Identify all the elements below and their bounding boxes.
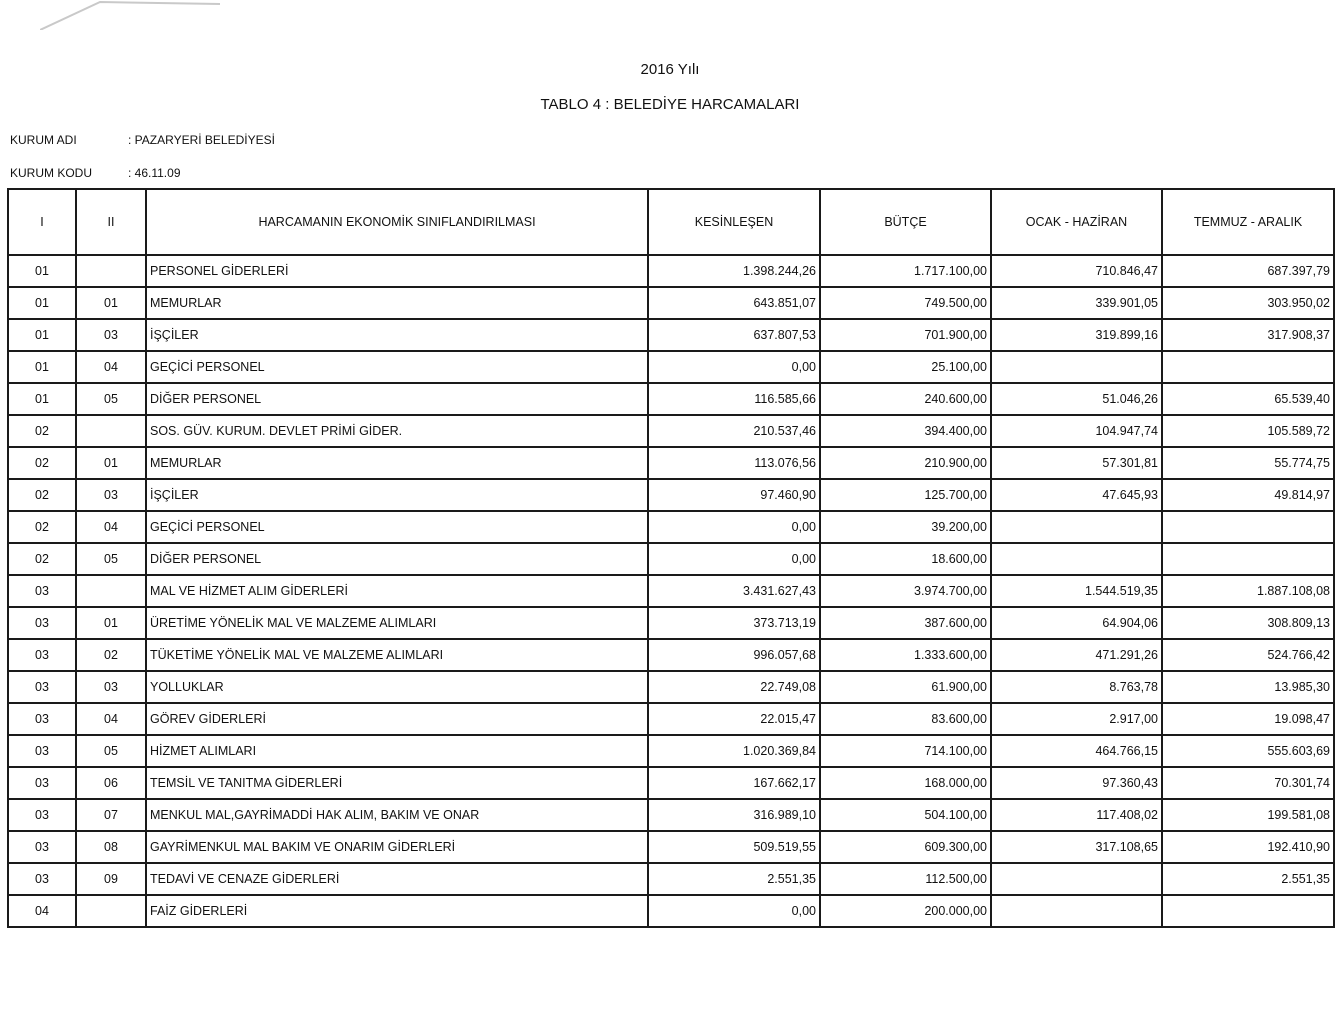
code-i-cell: 01 <box>8 351 76 383</box>
jan-jun-cell: 117.408,02 <box>991 799 1162 831</box>
jan-jun-cell: 319.899,16 <box>991 319 1162 351</box>
jul-dec-cell: 317.908,37 <box>1162 319 1334 351</box>
code-ii-cell: 01 <box>76 287 146 319</box>
jan-jun-cell <box>991 863 1162 895</box>
code-i-cell: 03 <box>8 831 76 863</box>
finalized-cell: 22.015,47 <box>648 703 820 735</box>
table-row <box>8 895 1334 927</box>
jul-dec-cell: 192.410,90 <box>1162 831 1334 863</box>
table-row <box>8 511 1334 543</box>
finalized-cell: 637.807,53 <box>648 319 820 351</box>
finalized-cell: 0,00 <box>648 351 820 383</box>
report-year: 2016 Yılı <box>640 61 700 78</box>
table-row <box>8 383 1334 415</box>
table-row <box>8 415 1334 447</box>
finalized-cell: 643.851,07 <box>648 287 820 319</box>
code-ii-cell <box>76 255 146 287</box>
budget-cell: 112.500,00 <box>820 863 991 895</box>
classification-cell: YOLLUKLAR <box>146 671 648 703</box>
institution-name-label: KURUM ADI <box>10 133 77 147</box>
code-i-cell: 02 <box>8 543 76 575</box>
code-i-cell: 04 <box>8 895 76 927</box>
code-i-cell: 03 <box>8 671 76 703</box>
code-ii-cell <box>76 415 146 447</box>
table-row <box>8 479 1334 511</box>
col-header-jul-dec: TEMMUZ - ARALIK <box>1162 189 1334 255</box>
code-i-cell: 03 <box>8 799 76 831</box>
expenditure-table <box>7 188 1335 928</box>
classification-cell: İŞÇİLER <box>146 319 648 351</box>
classification-cell: MEMURLAR <box>146 287 648 319</box>
table-row <box>8 575 1334 607</box>
code-i-cell: 03 <box>8 639 76 671</box>
classification-cell: GEÇİCİ PERSONEL <box>146 351 648 383</box>
code-i-cell: 03 <box>8 735 76 767</box>
jul-dec-cell: 2.551,35 <box>1162 863 1334 895</box>
col-header-i: I <box>8 189 76 255</box>
finalized-cell: 0,00 <box>648 543 820 575</box>
col-header-budget: BÜTÇE <box>820 189 991 255</box>
institution-name-value: : PAZARYERİ BELEDİYESİ <box>128 133 275 147</box>
finalized-cell: 0,00 <box>648 895 820 927</box>
table-header <box>8 189 1334 255</box>
jan-jun-cell: 64.904,06 <box>991 607 1162 639</box>
budget-cell: 394.400,00 <box>820 415 991 447</box>
table-row <box>8 607 1334 639</box>
jan-jun-cell: 471.291,26 <box>991 639 1162 671</box>
jul-dec-cell: 65.539,40 <box>1162 383 1334 415</box>
code-i-cell: 02 <box>8 447 76 479</box>
jan-jun-cell <box>991 543 1162 575</box>
budget-cell: 1.717.100,00 <box>820 255 991 287</box>
finalized-cell: 97.460,90 <box>648 479 820 511</box>
classification-cell: MENKUL MAL,GAYRİMADDİ HAK ALIM, BAKIM VE ONAR <box>146 799 648 831</box>
table-title: TABLO 4 : BELEDİYE HARCAMALARI <box>540 96 800 113</box>
jul-dec-cell: 199.581,08 <box>1162 799 1334 831</box>
classification-cell: TÜKETİME YÖNELİK MAL VE MALZEME ALIMLARI <box>146 639 648 671</box>
finalized-cell: 116.585,66 <box>648 383 820 415</box>
code-ii-cell: 01 <box>76 607 146 639</box>
col-header-jan-jun: OCAK - HAZİRAN <box>991 189 1162 255</box>
jan-jun-cell: 710.846,47 <box>991 255 1162 287</box>
classification-cell: MEMURLAR <box>146 447 648 479</box>
finalized-cell: 0,00 <box>648 511 820 543</box>
jul-dec-cell <box>1162 351 1334 383</box>
classification-cell: GEÇİCİ PERSONEL <box>146 511 648 543</box>
col-header-classification: HARCAMANIN EKONOMİK SINIFLANDIRILMASI <box>146 189 648 255</box>
jul-dec-cell <box>1162 895 1334 927</box>
budget-cell: 1.333.600,00 <box>820 639 991 671</box>
classification-cell: DİĞER PERSONEL <box>146 543 648 575</box>
classification-cell: ÜRETİME YÖNELİK MAL VE MALZEME ALIMLARI <box>146 607 648 639</box>
table-row <box>8 863 1334 895</box>
jul-dec-cell: 308.809,13 <box>1162 607 1334 639</box>
budget-cell: 25.100,00 <box>820 351 991 383</box>
jan-jun-cell <box>991 351 1162 383</box>
code-ii-cell: 04 <box>76 351 146 383</box>
code-i-cell: 03 <box>8 703 76 735</box>
budget-cell: 210.900,00 <box>820 447 991 479</box>
budget-cell: 714.100,00 <box>820 735 991 767</box>
code-ii-cell: 05 <box>76 543 146 575</box>
code-ii-cell <box>76 895 146 927</box>
finalized-cell: 167.662,17 <box>648 767 820 799</box>
jan-jun-cell: 104.947,74 <box>991 415 1162 447</box>
table-row <box>8 639 1334 671</box>
jul-dec-cell: 13.985,30 <box>1162 671 1334 703</box>
code-i-cell: 01 <box>8 287 76 319</box>
code-ii-cell: 03 <box>76 671 146 703</box>
institution-code-value: : 46.11.09 <box>128 166 181 180</box>
classification-cell: TEMSİL VE TANITMA GİDERLERİ <box>146 767 648 799</box>
budget-cell: 125.700,00 <box>820 479 991 511</box>
jul-dec-cell <box>1162 511 1334 543</box>
finalized-cell: 316.989,10 <box>648 799 820 831</box>
jan-jun-cell: 8.763,78 <box>991 671 1162 703</box>
jan-jun-cell: 339.901,05 <box>991 287 1162 319</box>
classification-cell: DİĞER PERSONEL <box>146 383 648 415</box>
jul-dec-cell: 55.774,75 <box>1162 447 1334 479</box>
jan-jun-cell: 2.917,00 <box>991 703 1162 735</box>
table-row <box>8 255 1334 287</box>
table-body <box>8 255 1334 927</box>
col-header-ii: II <box>76 189 146 255</box>
finalized-cell: 3.431.627,43 <box>648 575 820 607</box>
code-i-cell: 01 <box>8 319 76 351</box>
table-row <box>8 447 1334 479</box>
budget-cell: 61.900,00 <box>820 671 991 703</box>
jan-jun-cell: 1.544.519,35 <box>991 575 1162 607</box>
institution-code-row <box>10 166 181 180</box>
classification-cell: HİZMET ALIMLARI <box>146 735 648 767</box>
budget-cell: 200.000,00 <box>820 895 991 927</box>
budget-cell: 18.600,00 <box>820 543 991 575</box>
table-row <box>8 543 1334 575</box>
finalized-cell: 210.537,46 <box>648 415 820 447</box>
jul-dec-cell: 524.766,42 <box>1162 639 1334 671</box>
jan-jun-cell: 57.301,81 <box>991 447 1162 479</box>
finalized-cell: 996.057,68 <box>648 639 820 671</box>
code-ii-cell: 04 <box>76 511 146 543</box>
code-ii-cell: 09 <box>76 863 146 895</box>
classification-cell: GAYRİMENKUL MAL BAKIM VE ONARIM GİDERLERİ <box>146 831 648 863</box>
jul-dec-cell: 105.589,72 <box>1162 415 1334 447</box>
budget-cell: 609.300,00 <box>820 831 991 863</box>
code-ii-cell: 01 <box>76 447 146 479</box>
classification-cell: PERSONEL GİDERLERİ <box>146 255 648 287</box>
code-i-cell: 03 <box>8 767 76 799</box>
classification-cell: FAİZ GİDERLERİ <box>146 895 648 927</box>
jul-dec-cell: 19.098,47 <box>1162 703 1334 735</box>
budget-cell: 168.000,00 <box>820 767 991 799</box>
table-row <box>8 767 1334 799</box>
table-row <box>8 319 1334 351</box>
table-row <box>8 703 1334 735</box>
institution-name-row <box>10 133 275 147</box>
classification-cell: İŞÇİLER <box>146 479 648 511</box>
finalized-cell: 1.020.369,84 <box>648 735 820 767</box>
code-ii-cell: 02 <box>76 639 146 671</box>
table-row <box>8 671 1334 703</box>
finalized-cell: 2.551,35 <box>648 863 820 895</box>
jul-dec-cell: 1.887.108,08 <box>1162 575 1334 607</box>
jul-dec-cell: 303.950,02 <box>1162 287 1334 319</box>
jul-dec-cell <box>1162 543 1334 575</box>
finalized-cell: 373.713,19 <box>648 607 820 639</box>
jan-jun-cell <box>991 511 1162 543</box>
code-ii-cell <box>76 575 146 607</box>
code-i-cell: 02 <box>8 511 76 543</box>
table-row <box>8 735 1334 767</box>
code-ii-cell: 08 <box>76 831 146 863</box>
jan-jun-cell: 51.046,26 <box>991 383 1162 415</box>
jan-jun-cell: 47.645,93 <box>991 479 1162 511</box>
code-i-cell: 02 <box>8 415 76 447</box>
jul-dec-cell: 555.603,69 <box>1162 735 1334 767</box>
code-i-cell: 01 <box>8 255 76 287</box>
table-row <box>8 831 1334 863</box>
jul-dec-cell: 70.301,74 <box>1162 767 1334 799</box>
jan-jun-cell: 97.360,43 <box>991 767 1162 799</box>
table-row <box>8 287 1334 319</box>
code-ii-cell: 05 <box>76 383 146 415</box>
finalized-cell: 509.519,55 <box>648 831 820 863</box>
finalized-cell: 113.076,56 <box>648 447 820 479</box>
table-row <box>8 351 1334 383</box>
code-ii-cell: 06 <box>76 767 146 799</box>
code-i-cell: 02 <box>8 479 76 511</box>
budget-cell: 83.600,00 <box>820 703 991 735</box>
jul-dec-cell: 687.397,79 <box>1162 255 1334 287</box>
budget-cell: 701.900,00 <box>820 319 991 351</box>
budget-cell: 504.100,00 <box>820 799 991 831</box>
jan-jun-cell: 464.766,15 <box>991 735 1162 767</box>
code-ii-cell: 07 <box>76 799 146 831</box>
col-header-finalized: KESİNLEŞEN <box>648 189 820 255</box>
finalized-cell: 22.749,08 <box>648 671 820 703</box>
code-i-cell: 03 <box>8 607 76 639</box>
code-i-cell: 03 <box>8 575 76 607</box>
classification-cell: GÖREV GİDERLERİ <box>146 703 648 735</box>
classification-cell: TEDAVİ VE CENAZE GİDERLERİ <box>146 863 648 895</box>
table-row <box>8 799 1334 831</box>
code-ii-cell: 04 <box>76 703 146 735</box>
budget-cell: 749.500,00 <box>820 287 991 319</box>
classification-cell: SOS. GÜV. KURUM. DEVLET PRİMİ GİDER. <box>146 415 648 447</box>
finalized-cell: 1.398.244,26 <box>648 255 820 287</box>
budget-cell: 39.200,00 <box>820 511 991 543</box>
jul-dec-cell: 49.814,97 <box>1162 479 1334 511</box>
scan-artifact <box>40 0 220 30</box>
budget-cell: 3.974.700,00 <box>820 575 991 607</box>
institution-code-label: KURUM KODU <box>10 166 93 180</box>
code-ii-cell: 03 <box>76 479 146 511</box>
jan-jun-cell <box>991 895 1162 927</box>
code-ii-cell: 03 <box>76 319 146 351</box>
budget-cell: 387.600,00 <box>820 607 991 639</box>
code-ii-cell: 05 <box>76 735 146 767</box>
code-i-cell: 01 <box>8 383 76 415</box>
budget-cell: 240.600,00 <box>820 383 991 415</box>
classification-cell: MAL VE HİZMET ALIM GİDERLERİ <box>146 575 648 607</box>
code-i-cell: 03 <box>8 863 76 895</box>
jan-jun-cell: 317.108,65 <box>991 831 1162 863</box>
